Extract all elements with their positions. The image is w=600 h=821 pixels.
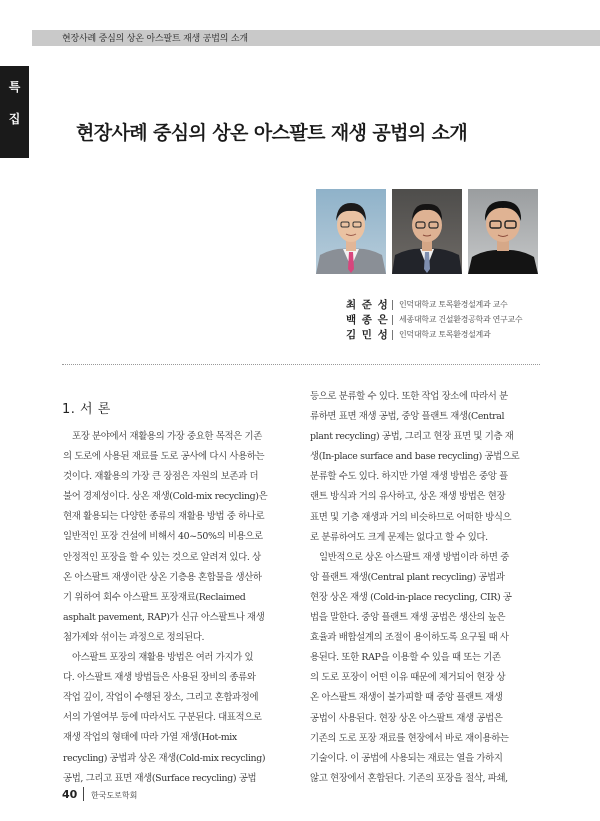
text-line: 의 도로에 사용된 재료를 도로 공사에 다시 사용하는 xyxy=(63,451,265,463)
text-line: 표면 및 기층 재생과 거의 비슷하므로 어떠한 방식으 xyxy=(310,511,512,523)
page-number: 40 xyxy=(62,788,78,801)
text-line: 않고 현장에서 혼합된다. 기존의 포장을 절삭, 파쇄, xyxy=(310,772,508,784)
author-divider xyxy=(392,330,393,340)
text-line: 공법이 사용된다. 현장 상온 아스팔트 재생 공법은 xyxy=(310,712,503,724)
text-line: 아스팔트 포장의 재활용 방법은 여러 가지가 있 xyxy=(72,652,254,664)
text-line: 앙 플랜트 재생(Central plant recycling) 공법과 xyxy=(310,571,505,583)
side-tab-char-1: 특 xyxy=(8,80,21,94)
text-line: 첨가제와 섞이는 과정으로 정의된다. xyxy=(63,631,205,643)
author-name: 최 준 성 xyxy=(346,299,389,311)
author-entry xyxy=(346,297,522,312)
side-tab-char-2: 집 xyxy=(8,112,21,126)
author-entry xyxy=(346,312,522,327)
text-line: 서의 가열여부 등에 따라서도 구분된다. 대표적으로 xyxy=(63,712,262,724)
author-name: 백 종 은 xyxy=(346,314,389,326)
author-entry xyxy=(346,327,522,342)
author-name: 김 민 성 xyxy=(346,329,389,341)
text-line: asphalt pavement, RAP)가 신규 아스팔트나 재생 xyxy=(63,611,265,623)
text-line: 기 위하여 회수 아스팔트 포장재료(Reclaimed xyxy=(63,591,246,603)
text-line: 현장 상온 재생 (Cold-in-place recycling, CIR) 공 xyxy=(310,591,512,603)
text-line: 등으로 분류할 수 있다. 또한 작업 장소에 따라서 분 xyxy=(310,391,508,402)
author-photo-2 xyxy=(392,189,462,274)
text-line: 랜트 방식과 거의 유사하고, 상온 재생 방법은 현장 xyxy=(310,491,506,503)
text-line: 공법, 그리고 표면 재생(Surface recycling) 공법 xyxy=(63,772,257,784)
right-text-column xyxy=(310,387,540,789)
text-line: 효율과 배합설계의 조절이 용이하도록 요구될 때 사 xyxy=(310,632,509,644)
author-divider xyxy=(392,300,393,310)
author-photo-3 xyxy=(468,189,538,274)
text-line: 기존의 도로 포장 재료를 현장에서 바로 재이용하는 xyxy=(310,732,509,744)
text-line: 로 분류하여도 크게 문제는 없다고 할 수 있다. xyxy=(310,531,488,543)
section-heading: 1. 서 론 xyxy=(62,402,111,417)
running-header-title: 현장사례 중심의 상온 아스팔트 재생 공법의 소개 xyxy=(62,34,248,44)
text-line: 분류할 수도 있다. 하지만 가열 재생 방법은 중앙 플 xyxy=(310,471,508,483)
text-line: 일반적으로 상온 아스팔트 재생 방법이라 하면 중 xyxy=(319,551,509,563)
text-line: 온 아스팔트 재생이 불가피할 때 중앙 플랜트 재생 xyxy=(310,692,503,704)
text-line: 생(In-place surface and base recycling) 공법으로 xyxy=(310,451,520,463)
text-line: 것이다. 재활용의 가장 큰 장점은 자원의 보존과 더 xyxy=(63,471,259,483)
text-line: 류하면 표면 재생 공법, 중앙 플랜트 재생(Central xyxy=(310,411,505,423)
author-photos xyxy=(316,189,539,274)
footer-divider xyxy=(83,787,84,801)
text-line: 현재 활용되는 다양한 종류의 재활용 방법 중 하나로 xyxy=(63,511,265,523)
text-line: 재생 작업의 형태에 따라 가열 재생(Hot-mix xyxy=(63,732,237,744)
text-line: 의 도로 포장이 어떤 이유 때문에 제거되어 현장 상 xyxy=(310,672,506,684)
text-line: 안정적인 포장을 할 수 있는 것으로 알려져 있다. 상 xyxy=(63,551,261,563)
author-affiliation: 인덕대학교 토목환경설계과 교수 xyxy=(399,300,508,309)
author-affiliation: 세종대학교 건설환경공학과 연구교수 xyxy=(399,315,523,324)
text-line: 다. 아스팔트 재생 방법들은 사용된 장비의 종류와 xyxy=(63,672,256,684)
author-divider xyxy=(392,315,393,325)
text-line: 작업 깊이, 작업이 수행된 장소, 그리고 혼합과정에 xyxy=(63,692,259,704)
left-text-column xyxy=(63,427,293,789)
text-line: recycling) 공법과 상온 재생(Cold-mix recycling) xyxy=(63,752,266,764)
publication-name: 한국도로학회 xyxy=(91,791,138,800)
author-affiliation: 인덕대학교 토목환경설계과 xyxy=(399,330,491,339)
article-title: 현장사례 중심의 상온 아스팔트 재생 공법의 소개 xyxy=(76,122,468,144)
text-line: 법을 말한다. 중앙 플랜트 재생 공법은 생산의 높은 xyxy=(310,612,506,624)
text-line: 기술이다. 이 공법에 사용되는 재료는 열을 가하지 xyxy=(310,752,503,764)
text-line: 온 아스팔트 재생이란 상온 기층용 혼합물을 생산하 xyxy=(63,571,262,583)
section-side-tab xyxy=(0,66,29,158)
text-line: 불어 경제성이다. 상온 재생(Cold-mix recycling)은 xyxy=(63,491,268,503)
text-line: plant recycling) 공법, 그리고 현장 표면 및 기층 재 xyxy=(310,431,514,443)
author-photo-1 xyxy=(316,189,386,274)
author-list xyxy=(346,297,522,342)
text-line: 포장 분야에서 재활용의 가장 중요한 목적은 기존 xyxy=(72,431,262,442)
dotted-divider xyxy=(62,364,540,365)
text-line: 용된다. 또한 RAP을 이용할 수 있을 때 또는 기존 xyxy=(310,652,501,664)
text-line: 일반적인 포장 건설에 비해서 40~50%의 비용으로 xyxy=(63,531,263,543)
